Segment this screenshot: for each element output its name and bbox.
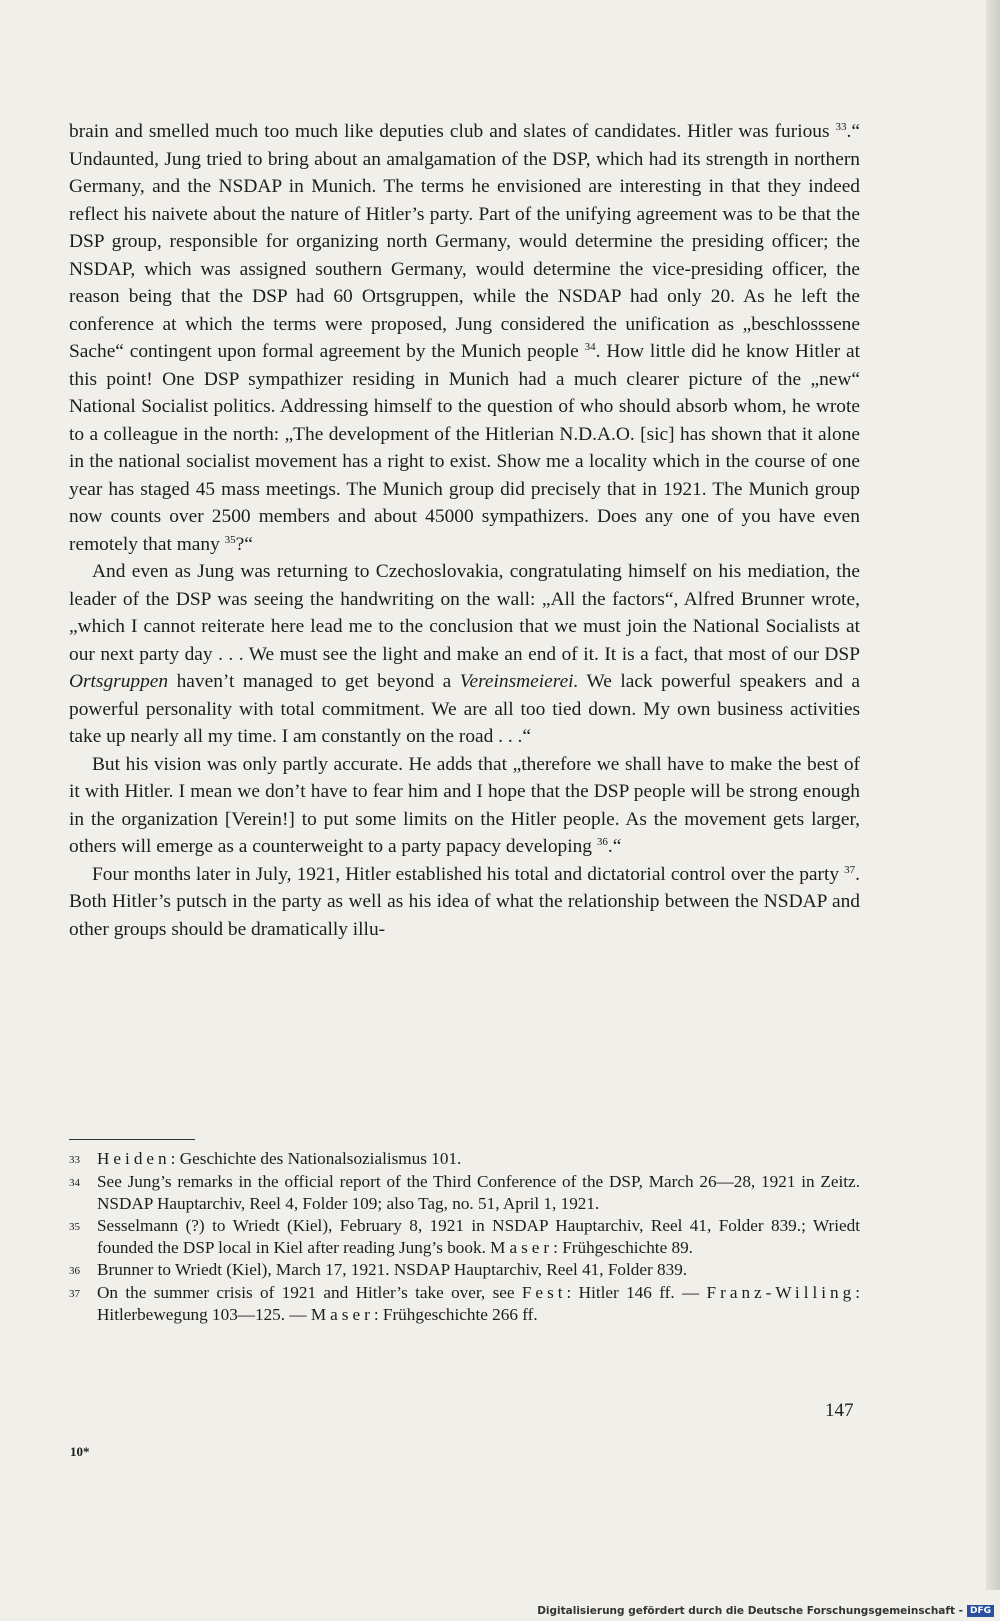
text-run: We lack powerful speakers and a powerful personality with total commitment. We are all too tied down. My own business activities take up nearly all my time. I am constantly on the road . . .“ <box>69 671 860 747</box>
text-run: .“ <box>607 836 622 857</box>
page-number: 147 <box>825 1400 854 1421</box>
footnote-number: 33 <box>69 1154 80 1166</box>
paragraph <box>69 118 860 558</box>
footnote-ref: 35 <box>224 533 236 546</box>
footnote-number: 36 <box>69 1265 80 1277</box>
footnote-text <box>97 1259 860 1282</box>
text-run: On the summer crisis of 1921 and Hitler’s take over, see <box>97 1283 522 1302</box>
text-run: brain and smelled much too much like deputies club and slates of candidates. Hitler was furious <box>69 121 836 142</box>
footnote-text <box>97 1171 860 1215</box>
footnote-ref: 34 <box>584 341 596 353</box>
paragraph <box>69 558 860 751</box>
footnote-ref: 36 <box>596 836 608 848</box>
digitization-note: Digitalisierung gefördert durch die Deutsche Forschungsgemeinschaft - <box>537 1605 963 1617</box>
footnote <box>69 1282 860 1326</box>
author-name: Maser <box>490 1238 554 1257</box>
main-text <box>69 118 860 943</box>
footnotes <box>69 1148 860 1326</box>
footnote-text <box>97 1148 860 1171</box>
footnote-rule <box>69 1139 195 1140</box>
paragraph <box>69 861 860 944</box>
footnote-ref: 33 <box>835 121 847 133</box>
text-run: But his vision was only partly accurate. He adds that „therefore we shall have to make the best of it with Hitler. I mean we don’t have to fear him and I hope that the DSP people will be strong enough in the organization [Verein!] to put some limits on the Hitler people. As the movement gets larger, others will emerge as a counterweight to a party papacy developing <box>69 753 860 857</box>
text-run: : Hitler 146 ff. — <box>566 1283 707 1302</box>
footnote-text <box>97 1215 860 1259</box>
paragraph <box>69 751 860 861</box>
text-run: : Frühgeschichte 89. <box>553 1238 693 1257</box>
text-run: . How little did he know Hitler at this point! One DSP sympathizer residing in Munich had a much clearer picture of the „new“ National Socialist politics. Addressing himself to the question of who should absorb whom, he wrote to a colleague in the north: „The development of the Hitlerian N.D.A.O. [sic] has shown that it alone in the national socialist movement has a right to exist. Show me a locality which in the course of one year has staged 45 mass meetings. The Munich group did precisely that in 1921. The Munich group now counts over 2500 members and about 45000 sympathizers. Does any one of you have even remotely that many <box>69 341 860 555</box>
author-name: Franz-Willing <box>706 1283 856 1302</box>
footnote <box>69 1171 860 1215</box>
footnote-ref: 37 <box>844 863 856 876</box>
page-edge-shadow <box>986 0 1000 1590</box>
footnote <box>69 1215 860 1259</box>
text-run: .“ Undaunted, Jung tried to bring about an amalgamation of the DSP, which had its strength in northern Germany, and the NSDAP in Munich. The terms he envisioned are interesting in that they indeed reflect his naivete about the nature of Hitler’s party. Part of the unifying agreement was to be that the DSP group, responsible for organizing north Germany, would determine the presiding officer; the NSDAP, which was assigned southern Germany, would determine the vice-presiding officer, the reason being that the DSP had 60 Ortsgruppen, while the NSDAP had only 20. As he left the conference at which the terms were proposed, Jung considered the unification as „beschlosssene Sache“ contingent upon formal agreement by the Munich people <box>69 121 860 362</box>
text-run: : Hitlerbewegung 103—125. — <box>97 1283 860 1324</box>
text-run: Sesselmann (?) to Wriedt (Kiel), February 8, 1921 in NSDAP Hauptarchiv, Reel 41, Folder 839.; Wriedt founded the DSP local in Kiel after reading Jung’s book. <box>97 1216 860 1257</box>
author-name: Maser <box>310 1305 374 1324</box>
text-run: And even as Jung was returning to Czechoslovakia, congratulating himself on his mediation, the leader of the DSP was seeing the handwriting on the wall: „All the factors“, Alfred Brunner wrote, „which I cannot reiterate here lead me to the conclusion that we must join the National Socialists at our next party day . . . We must see the light and make an end of it. It is a fact, that most of our DSP <box>69 561 860 665</box>
footnote-text <box>97 1282 860 1326</box>
italic-term: Vereinsmeierei. <box>459 671 579 692</box>
author-name: Heiden <box>97 1149 171 1168</box>
text-run: Brunner to Wriedt (Kiel), March 17, 1921. NSDAP Hauptarchiv, Reel 41, Folder 839. <box>97 1260 688 1279</box>
text-run: ?“ <box>235 533 253 555</box>
italic-term: Ortsgruppen <box>69 671 169 692</box>
text-run: Four months later in July, 1921, Hitler established his total and dictatorial control over the party <box>92 863 845 885</box>
text-run: haven’t managed to get beyond a <box>168 671 460 692</box>
text-run: : Frühgeschichte 266 ff. <box>373 1305 538 1324</box>
digitization-credit <box>537 1605 994 1617</box>
footnote <box>69 1259 860 1282</box>
footnote-number: 35 <box>69 1221 80 1233</box>
signature-mark: 10* <box>70 1444 90 1459</box>
text-run: See Jung’s remarks in the official report of the Third Conference of the DSP, March 26—28, 1921 in Zeitz. NSDAP Hauptarchiv, Reel 4, Folder 109; also Tag, no. 51, April 1, 1921. <box>97 1172 860 1213</box>
dfg-logo-icon: DFG <box>967 1605 994 1617</box>
footnote-number: 37 <box>69 1288 80 1300</box>
footnote-number: 34 <box>69 1177 80 1189</box>
text-run: . Both Hitler’s putsch in the party as well as his idea of what the relationship between the NSDAP and other groups should be dramatically illu- <box>69 863 860 940</box>
footnote <box>69 1148 860 1171</box>
author-name: Fest <box>521 1283 567 1302</box>
text-run: : Geschichte des Nationalsozialismus 101. <box>170 1149 462 1168</box>
